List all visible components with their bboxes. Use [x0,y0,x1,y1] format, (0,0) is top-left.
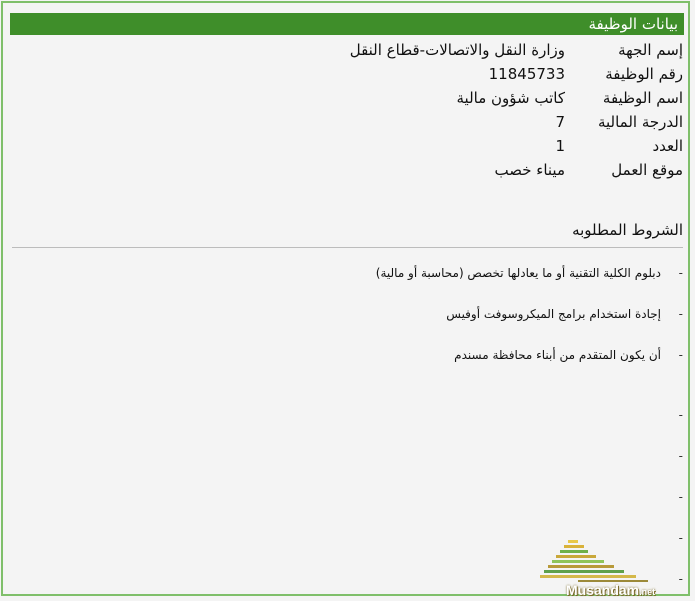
requirement-item: دبلوم الكلية التقنية أو ما يعادلها تخصص (محاسبة أو مالية) [375,266,661,280]
info-value: 11845733 [488,65,565,83]
empty-bullet: - [678,449,683,463]
empty-bullet: - [678,408,683,422]
section-divider [12,247,683,248]
empty-bullet: - [678,490,683,504]
requirement-item: إجادة استخدام برامج الميكروسوفت أوفيس [446,307,661,321]
info-row-job-number [13,62,683,86]
info-row-entity [13,38,683,62]
info-value: 1 [555,137,565,155]
info-label: إسم الجهة [618,41,683,59]
info-value: 7 [555,113,565,131]
requirement-bullet: - [678,307,683,321]
header-title: بيانات الوظيفة [588,15,678,33]
section-header [10,13,684,35]
requirement-bullet: - [678,266,683,280]
requirements-title: الشروط المطلوبه [572,221,683,239]
requirement-item: أن يكون المتقدم من أبناء محافظة مسندم [454,348,661,362]
info-value: كاتب شؤون مالية [456,89,565,107]
empty-bullet: - [678,572,683,586]
requirement-bullet: - [678,348,683,362]
empty-bullet: - [678,531,683,545]
info-value: ميناء خصب [494,161,565,179]
info-label: العدد [652,137,683,155]
job-info-table [13,38,683,182]
info-value: وزارة النقل والاتصالات-قطاع النقل [349,41,565,59]
info-label: الدرجة المالية [597,113,683,131]
musandam-logo-text: Musandam.net [566,582,656,598]
info-row-location [13,158,683,182]
info-row-count [13,134,683,158]
info-label: اسم الوظيفة [602,89,683,107]
info-label: رقم الوظيفة [605,65,683,83]
info-row-grade [13,110,683,134]
info-row-job-name [13,86,683,110]
info-label: موقع العمل [611,161,683,179]
